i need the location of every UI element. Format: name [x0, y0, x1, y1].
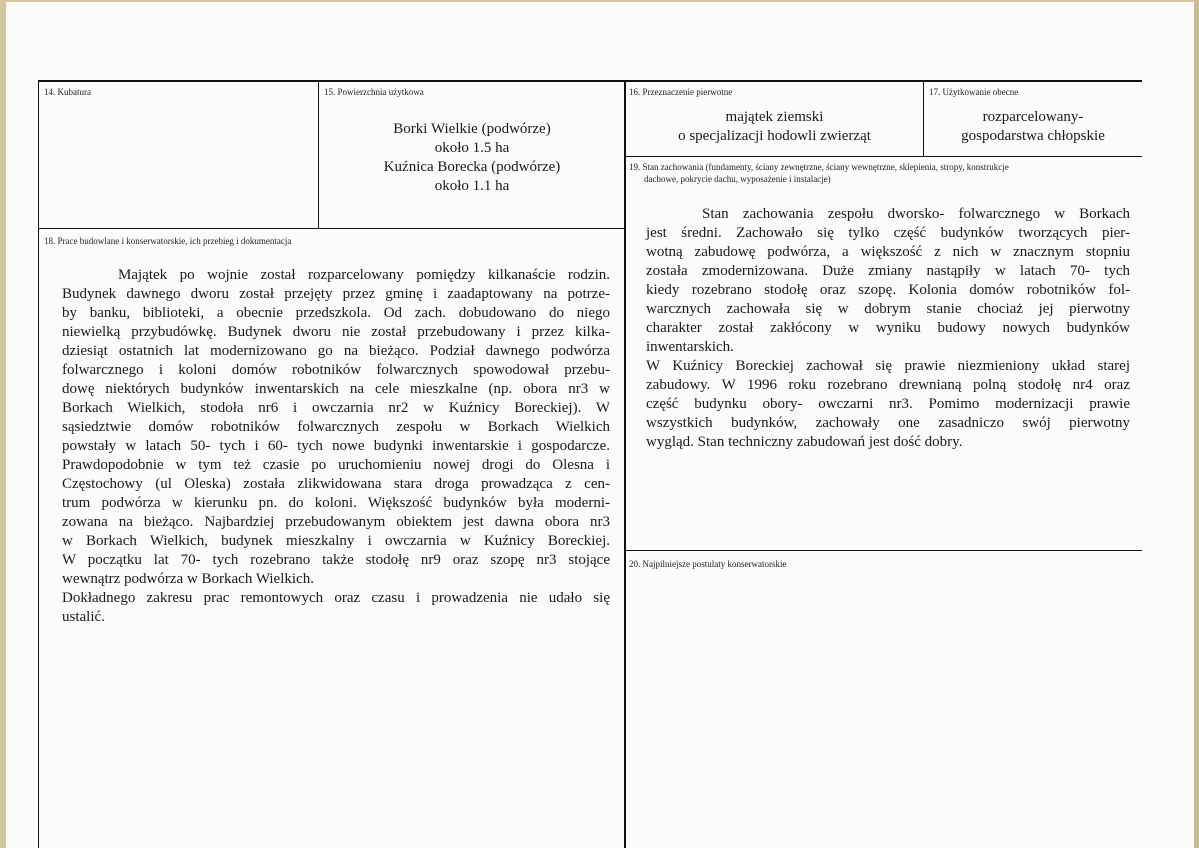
- field18-line: Prawdopodobnie w tym też czasie po uruchomieniu nowej drogi do Olesna i: [62, 457, 610, 473]
- field14-15-divider: [318, 80, 319, 228]
- field18-line: niewielką przybudówkę. Budynek dworu nie został przebudowany i przez kilka-: [62, 324, 610, 340]
- field18-line: dziesiąt ostatnich lat modernizowano go na bieżąco. Podział dawnego podwórza: [62, 343, 610, 359]
- field19-line: wygląd. Stan techniczny zabudowań jest dość dobry.: [646, 434, 963, 450]
- field19-line: część budynku obory- owczarni nr3. Pomimo modernizacji prawie: [646, 396, 1130, 412]
- center-divider: [624, 80, 626, 848]
- field16-value: [626, 108, 923, 146]
- field19-label-line: dachowe, pokrycie dachu, wyposażenie i instalacje): [644, 174, 831, 184]
- field19-text: [646, 205, 1130, 452]
- field14-label: 14. Kubatura: [44, 87, 91, 97]
- field19-line: warcznych zachowała się w dobrym stanie chociaż jej pierwotny: [646, 301, 1130, 317]
- field15-label: 15. Powierzchnia użytkowa: [324, 87, 424, 97]
- field18-line: Borkach Wielkich, stodoła nr6 i owczarnia nr2 w Kuźnicy Boreckiej). W: [62, 400, 610, 416]
- field19-line: inwentarskich.: [646, 339, 734, 355]
- field16-line: majątek ziemski: [725, 109, 824, 125]
- field18-line: Majątek po wojnie został rozparcelowany pomiędzy kilkanaście rodzin.: [118, 267, 610, 283]
- field17-line: gospodarstwa chłopskie: [961, 128, 1105, 144]
- left-top-rule: [38, 80, 624, 82]
- field17-line: rozparcelowany-: [982, 109, 1084, 125]
- left-outer-rule: [38, 80, 39, 848]
- field20-top-rule: [624, 550, 1142, 551]
- field15-value: [320, 120, 624, 196]
- field18-line: dowę niektórych budynków inwentarskich na cele mieszkalne (np. obora nr3 w: [62, 381, 610, 397]
- form-sheet: [6, 2, 1194, 848]
- field18-line: Budynek dawnego dworu został przejęty przez gminę i zaadaptowany na potrze-: [62, 286, 610, 302]
- right-top-rule: [624, 80, 1142, 82]
- field15-line: około 1.1 ha: [434, 178, 510, 194]
- field18-line: w Borkach Wielkich, budynek mieszkalny i owczarnia w Kuźnicy Boreckiej.: [62, 533, 610, 549]
- field18-line: W początku lat 70- tych rozebrano także stodołę nr9 oraz szopę nr3 stojące: [62, 552, 610, 568]
- field18-line: powstały w latach 50- tych i 60- tych nowe budynki inwentarskie i gospodarcze.: [62, 438, 610, 454]
- field19-line: W Kuźnicy Boreckiej zachował się prawie niezmieniony układ starej: [646, 358, 1130, 374]
- field19-line: Stan zachowania zespołu dworsko- folwarcznego w Borkach: [702, 206, 1130, 222]
- field18-top-rule: [38, 228, 624, 229]
- field18-line: sąsiedztwie domów robotników folwarcznych zespołu w Borkach Wielkich: [62, 419, 610, 435]
- field19-line: jest średni. Zachowało się tylko część budynków tworzących pier-: [646, 225, 1130, 241]
- field18-line: trum podwórza w kierunku pn. do koloni. Większość budynków była moderni-: [62, 495, 610, 511]
- field15-line: około 1.5 ha: [434, 140, 510, 156]
- field18-line: wewnątrz podwórza w Borkach Wielkich.: [62, 571, 314, 587]
- field17-label: 17. Użytkowanie obecne: [929, 87, 1019, 97]
- field15-line: Kuźnica Borecka (podwórze): [383, 159, 561, 175]
- field15-line: Borki Wielkie (podwórze): [393, 121, 551, 137]
- field19-label: [629, 161, 1139, 185]
- field19-line: kiedy rozebrano stodołę oraz szopę. Kolonia domów robotników fol-: [646, 282, 1130, 298]
- field20-label: 20. Najpilniejsze postulaty konserwatorskie: [629, 559, 787, 569]
- field19-top-rule: [624, 156, 1142, 157]
- field18-line: Dokładnego zakresu prac remontowych oraz czasu i prowadzenia nie udało się: [62, 590, 610, 606]
- field19-line: charakter został zakłócony w wyniku budowy nowych budynków: [646, 320, 1130, 336]
- field19-line: wotną zabudowę podwórza, a większość z nich w znacznym stopniu: [646, 244, 1130, 260]
- field18-line: by banku, biblioteki, a obecnie przedszkola. Od zach. dobudowano do niego: [62, 305, 610, 321]
- field18-line: folwarcznego i koloni domów robotników folwarcznych spowodował przebu-: [62, 362, 610, 378]
- field19-label-line: 19. Stan zachowania (fundamenty, ściany zewnętrzne, ściany wewnętrzne, sklepienia, stropy, konstrukcje: [629, 162, 1009, 172]
- field19-line: wszystkich budynków, zachowały one zasadniczo swój pierwotny: [646, 415, 1130, 431]
- field18-text: [62, 266, 610, 627]
- field18-line: zowana na bieżąco. Najbardziej przebudowanym obiektem jest dawna obora nr3: [62, 514, 610, 530]
- field19-line: została zmodernizowana. Duże zmiany nastąpiły w latach 70- tych: [646, 263, 1130, 279]
- field16-line: o specjalizacji hodowli zwierząt: [678, 128, 871, 144]
- field17-value: [924, 108, 1142, 146]
- field18-line: Częstochowy (ul Oleska) została zlikwidowana stara droga prowadząca z cen-: [62, 476, 610, 492]
- paper-edge: [1194, 0, 1199, 848]
- field18-line: ustalić.: [62, 609, 105, 625]
- field19-line: zabudowy. W 1996 roku rozebrano drewnianą polną stodołę nr4 oraz: [646, 377, 1130, 393]
- field16-label: 16. Przeznaczenie pierwotne: [629, 87, 733, 97]
- field18-label: 18. Prace budowlane i konserwatorskie, ich przebieg i dokumentacja: [44, 236, 292, 246]
